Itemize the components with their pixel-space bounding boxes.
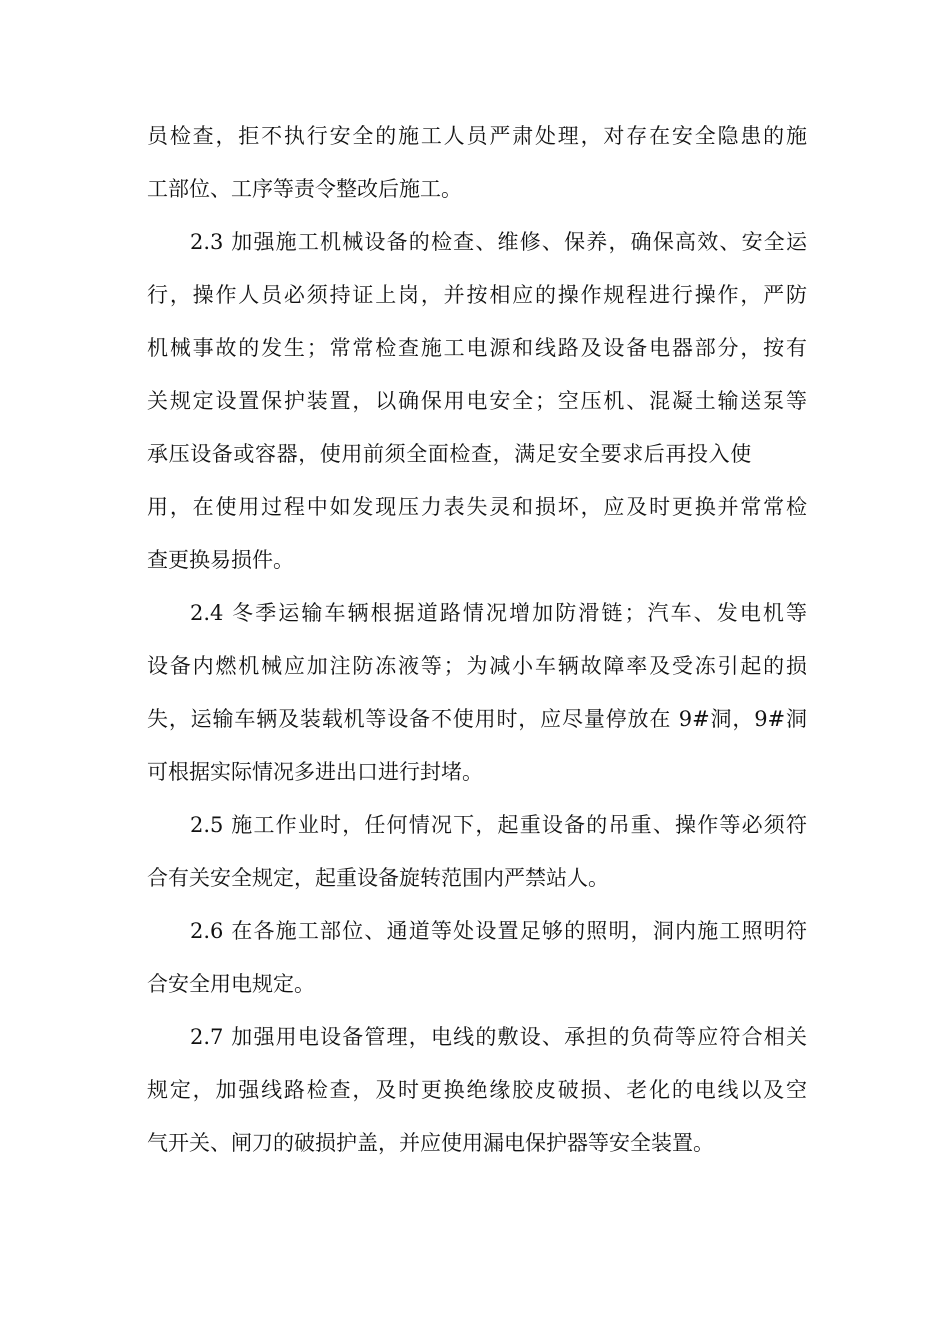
text-line: 设备内燃机械应加注防冻液等；为减小车辆故障率及受冻引起的损 [147, 654, 807, 678]
text-line: 用，在使用过程中如发现压力表失灵和损坏，应及时更换并常常检 [147, 495, 807, 519]
text-line: 承压设备或容器，使用前须全面检查，满足安全要求后再投入使 [147, 442, 752, 466]
text-line: 机械事故的发生；常常检查施工电源和线路及设备电器部分，按有 [147, 336, 807, 360]
text-line: 工部位、工序等责令整改后施工。 [147, 177, 462, 201]
text-line: 规定，加强线路检查，及时更换绝缘胶皮破损、老化的电线以及空 [147, 1078, 807, 1102]
paragraph-2-6-first-line: 2.6 在各施工部位、通道等处设置足够的照明，洞内施工照明符 [190, 919, 807, 943]
text-line: 员检查，拒不执行安全的施工人员严肃处理，对存在安全隐患的施 [147, 124, 807, 148]
text-line: 气开关、闸刀的破损护盖，并应使用漏电保护器等安全装置。 [147, 1131, 714, 1155]
text-line: 行，操作人员必须持证上岗，并按相应的操作规程进行操作，严防 [147, 283, 807, 307]
text-line: 失，运输车辆及装载机等设备不使用时，应尽量停放在 9#洞，9#洞 [147, 707, 807, 731]
paragraph-2-3-first-line: 2.3 加强施工机械设备的检查、维修、保养，确保高效、安全运 [190, 230, 807, 254]
text-line: 合有关安全规定，起重设备旋转范围内严禁站人。 [147, 866, 609, 890]
text-line: 关规定设置保护装置，以确保用电安全；空压机、混凝土输送泵等 [147, 389, 807, 413]
text-line: 合安全用电规定。 [147, 972, 315, 996]
text-line: 可根据实际情况多进出口进行封堵。 [147, 760, 483, 784]
paragraph-2-5-first-line: 2.5 施工作业时，任何情况下，起重设备的吊重、操作等必须符 [190, 813, 807, 837]
paragraph-2-7-first-line: 2.7 加强用电设备管理，电线的敷设、承担的负荷等应符合相关 [190, 1025, 807, 1049]
paragraph-2-4-first-line: 2.4 冬季运输车辆根据道路情况增加防滑链；汽车、发电机等 [190, 601, 807, 625]
text-line: 查更换易损件。 [147, 548, 294, 572]
